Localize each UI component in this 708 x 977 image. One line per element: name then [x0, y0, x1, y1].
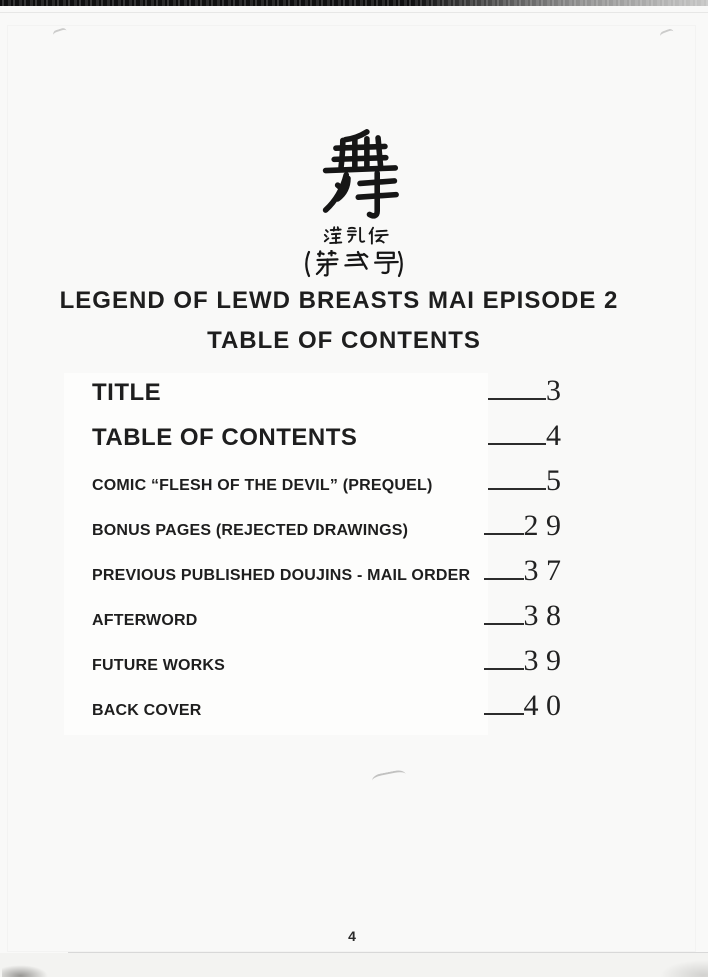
toc-leader-line [488, 476, 546, 490]
toc-leader-line [488, 431, 546, 445]
scan-corner-shadow-right [660, 960, 708, 977]
scan-line-top [0, 12, 708, 13]
toc-page-number: 4 0 [523, 689, 561, 722]
toc-entry-label: TITLE [92, 379, 162, 406]
toc-row-comic-prequel [92, 458, 561, 503]
toc-page-number: 3 9 [523, 644, 561, 677]
kanji-edition-graphic [301, 250, 407, 278]
toc-entry-label: AFTERWORD [92, 612, 198, 629]
toc-page-number: 3 7 [523, 554, 561, 587]
scan-bottom-strip [0, 953, 708, 977]
toc-entry-label: BONUS PAGES (REJECTED DRAWINGS) [92, 522, 409, 539]
toc-entry-label: PREVIOUS PUBLISHED DOUJINS - MAIL ORDER [92, 567, 471, 584]
scan-corner-shadow-left [2, 965, 48, 977]
toc-entry-label: BACK COVER [92, 702, 202, 719]
scan-edge-top [0, 0, 708, 6]
toc-page-number: 4 [546, 419, 561, 452]
toc-page-number: 2 9 [523, 509, 561, 542]
toc-row-table-of-contents [92, 413, 561, 458]
doujin-title: LEGEND OF LEWD BREASTS MAI EPISODE 2 [59, 287, 619, 314]
toc-leader-line [484, 566, 524, 580]
kanji-mai-graphic [317, 128, 403, 220]
toc-row-back-cover [92, 683, 561, 728]
toc-row-previous-doujins [92, 548, 561, 593]
toc-leader-line [484, 521, 524, 535]
toc-row-future-works [92, 638, 561, 683]
kanji-subtitle-graphic [323, 226, 389, 246]
toc-list [92, 368, 561, 728]
toc-leader-line [488, 386, 546, 400]
toc-page-number: 3 8 [523, 599, 561, 632]
toc-heading: TABLE OF CONTENTS [207, 327, 481, 354]
toc-entry-label: FUTURE WORKS [92, 657, 226, 674]
footer-page-number: 4 [348, 928, 356, 944]
toc-leader-line [484, 656, 524, 670]
toc-leader-line [484, 701, 524, 715]
toc-leader-line [484, 611, 524, 625]
toc-page-number: 3 [546, 374, 561, 407]
toc-row-afterword [92, 593, 561, 638]
toc-row-bonus-pages [92, 503, 561, 548]
toc-entry-label: COMIC “FLESH OF THE DEVIL” (PREQUEL) [92, 477, 433, 494]
toc-page-number: 5 [546, 464, 561, 497]
toc-row-title [92, 368, 561, 413]
toc-entry-label: TABLE OF CONTENTS [92, 424, 358, 451]
